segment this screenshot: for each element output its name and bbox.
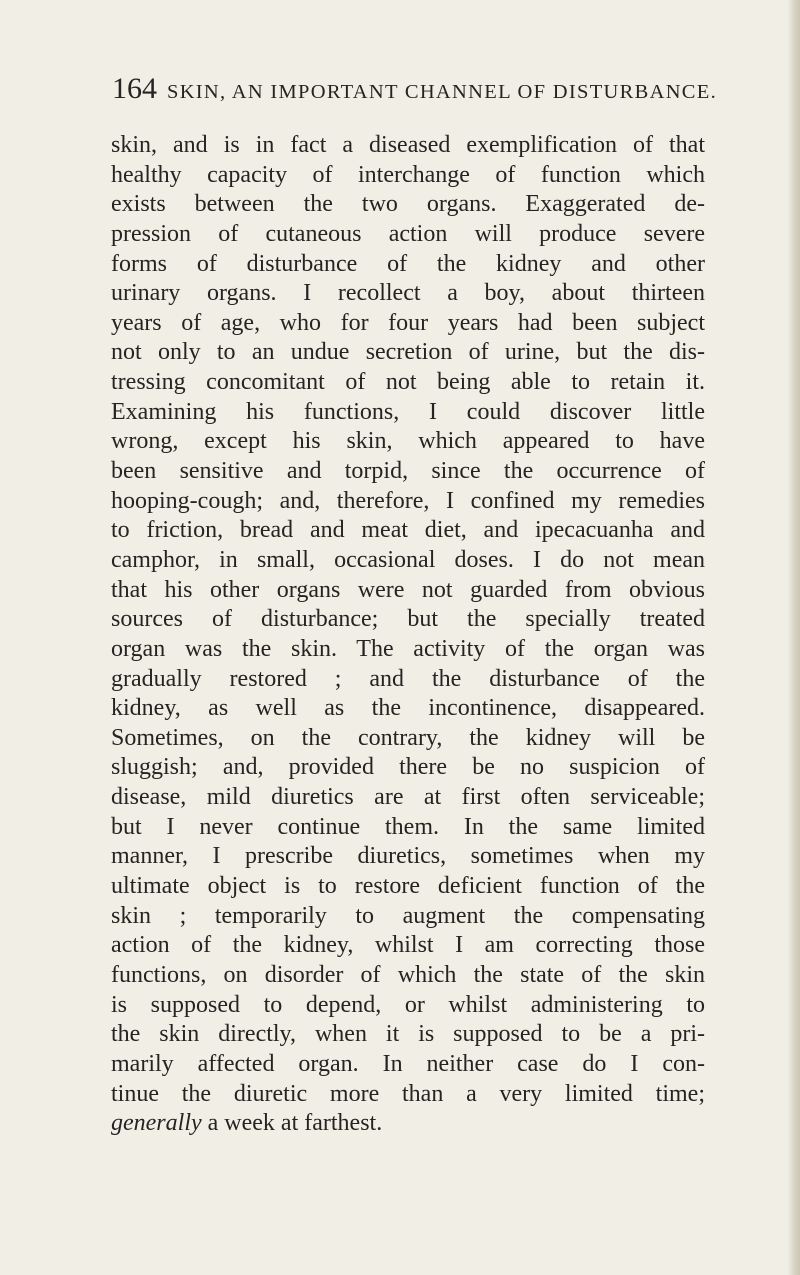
text-line: healthy capacity of interchange of function which [111, 161, 705, 188]
text-line: the skin directly, when it is supposed to be a pri- [111, 1021, 705, 1048]
text-line: camphor, in small, occasional doses. I do not mean [111, 546, 705, 573]
body-text [111, 131, 705, 1139]
text-line: hooping-cough; and, therefore, I confined my remedies [111, 487, 705, 514]
text-line: that his other organs were not guarded from obvious [111, 576, 705, 603]
text-line: is supposed to depend, or whilst administering to [111, 991, 705, 1018]
page-number: 164 [112, 72, 157, 105]
text-line: action of the kidney, whilst I am correcting those [111, 932, 705, 959]
text-line-last [111, 1109, 705, 1139]
text-line: ultimate object is to restore deficient function of the [111, 873, 705, 900]
text-line: but I never continue them. In the same limited [111, 813, 705, 840]
text-line: not only to an undue secretion of urine, but the dis- [111, 339, 705, 366]
text-line: manner, I prescribe diuretics, sometimes when my [111, 843, 705, 870]
text-line: Sometimes, on the contrary, the kidney will be [111, 724, 705, 751]
text-line: urinary organs. I recollect a boy, about thirteen [111, 280, 705, 307]
last-line-text: a week at farthest. [201, 1110, 383, 1137]
text-line: exists between the two organs. Exaggerated de- [111, 191, 705, 218]
text-line: Examining his functions, I could discover little [111, 398, 705, 425]
text-line: tinue the diuretic more than a very limited time; [111, 1080, 705, 1107]
running-head-title: SKIN, AN IMPORTANT CHANNEL OF DISTURBANCE. [167, 81, 718, 103]
text-line: tressing concomitant of not being able to retain it. [111, 369, 705, 396]
page-edge-shadow [788, 0, 800, 1275]
text-line: been sensitive and torpid, since the occurrence of [111, 458, 705, 485]
text-line: gradually restored ; and the disturbance of the [111, 665, 705, 692]
text-line: forms of disturbance of the kidney and other [111, 250, 705, 277]
text-line: disease, mild diuretics are at first often serviceable; [111, 784, 705, 811]
text-line: sluggish; and, provided there be no suspicion of [111, 754, 705, 781]
text-line: skin, and is in fact a diseased exemplification of that [111, 132, 705, 158]
text-line: skin ; temporarily to augment the compensating [111, 902, 705, 929]
text-line: functions, on disorder of which the state of the skin [111, 961, 705, 988]
running-header [112, 72, 718, 116]
text-line: wrong, except his skin, which appeared to have [111, 428, 705, 455]
italic-word: generally [111, 1110, 202, 1137]
text-line: marily affected organ. In neither case do I con- [111, 1050, 705, 1077]
text-line: pression of cutaneous action will produce severe [111, 220, 705, 247]
text-line: kidney, as well as the incontinence, disappeared. [111, 695, 705, 722]
text-line: sources of disturbance; but the specially treated [111, 606, 705, 633]
text-line: organ was the skin. The activity of the organ was [111, 635, 705, 662]
text-line: to friction, bread and meat diet, and ipecacuanha and [111, 517, 705, 544]
text-line: years of age, who for four years had been subject [111, 309, 705, 336]
